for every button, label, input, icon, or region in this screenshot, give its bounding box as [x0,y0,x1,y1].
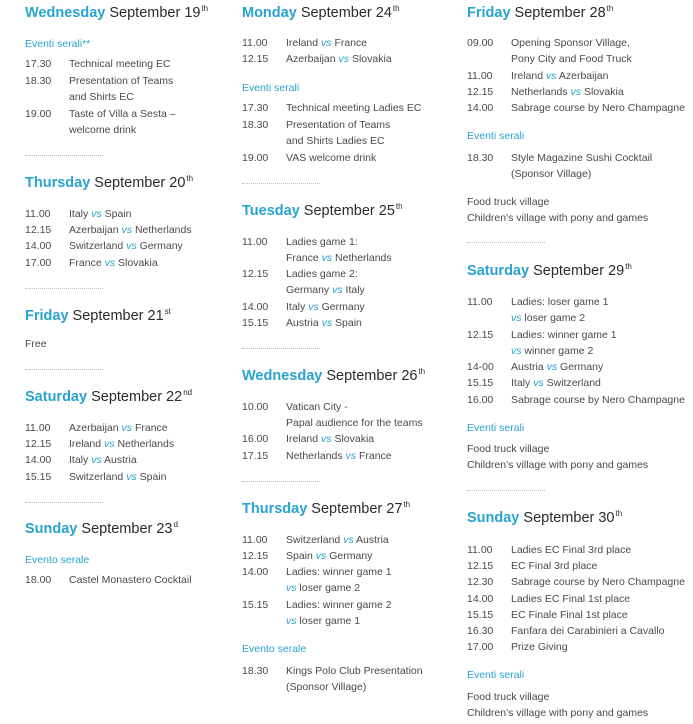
day-heading: Saturday September 29th [467,262,632,279]
divider [242,348,320,349]
divider [25,155,103,156]
section-label: Evento serale [242,643,307,655]
divider [25,502,103,503]
day-weekday: Wednesday [25,5,106,21]
extra-info: Food truck village Children's village with pony and games [467,691,649,720]
divider [242,183,320,184]
schedule-page: Wednesday September 19th Eventi serali** 17.30 Technical meeting EC 18.30 Presentation of Teams and Shirts EC 19.00 Taste of Villa a Sesta – welcome drink Thursday September 20th 11.00 Italy vs Spain 12.15 Azerbaijan vs Netherlands 14.00 Switzerland vs Germany 17.00 France vs Slovakia Friday September 21st Free Saturday September 22nd 11.00 Azerbaijan vs France 12.15 Ireland vs Netherlands 14.00 Italy vs Austria 15.15 Switzerland vs Spain Sunday September 23$^d$ Evento serale 18.00 Castel Monastero Cocktail Monday September 24th 11.00 Ireland vs France 12.15 Azerbaijan vs Slovakia Eventi serali 17.30 Technical meeting Ladies EC 18.30 Presentation of Teams and Shirts Ladies EC 19.00 VAS welcome drink Tuesday September 25th 11.00 Ladies game 1: France vs Netherlands 12.15 Ladies game 2: Germany vs Italy 14.00 Italy vs Germany 15.15 Austria vs Spain Wednesday September 26th 10.00 Vatican City - Papal audience for the teams 16.00 Ireland vs Slovakia 17.15 Netherlands vs France Thursday September 27th 11.00 Switzerland vs Austria 12.15 Spain vs Germany 14.00 Ladies: winner game 1 vs loser game 2 15.15 Ladies: winner game 2 vs loser game 1 Evento serale 18.30 Kings Polo Club Presentation (Sponsor Village) Friday September 28th 09.00 Opening Sponsor Village, Pony City and Food Truck 11.00 Ireland vs Azerbaijan 12.15 Netherlands vs Slovakia 14.00 Sabrage course by Nero Champagne Eventi serali 18.30 Style Magazine Sushi Cocktail (Sponsor Village) Food truck village Children's village with pony and games Saturday September 29th 11.00 Ladies: loser game 1 vs loser game 2 12.15 Ladies: winner game 1 vs winner game 2 14-00 Austria vs Germany 15.15 Italy vs Switzerland 16.00 Sabrage course by Nero Champagne Eventi serali Food truck village Children's village with pony and games Sunday September 30th 11.00 Ladies EC Final 3rd place 12.15 EC Final 3rd place 12.30 Sabrage course by Nero Champagne 14.00 Ladies EC Final 1st place 15.15 EC Finale Final 1st place 16.30 Fanfara dei Carabinieri a Cavallo 17.00 Prize Giving Eventi serali Food truck village Children's village with pony and games [0,0,693,724]
day-heading: Thursday September 27th [242,500,411,517]
row-time: 18.30 [25,75,52,87]
day-note: Free [25,338,47,350]
row-description: Taste of Villa a Sesta – welcome drink [69,108,176,137]
section-label: Eventi serali [467,669,525,681]
section-label: Eventi serali [467,422,525,434]
day-heading [25,4,208,21]
row-description: Presentation of Teams and Shirts EC [69,75,174,104]
day-heading: Saturday September 22nd [25,388,193,405]
extra-info: Food truck village Children's village with pony and games [467,443,649,472]
divider [467,490,545,491]
section-label: Eventi serali [242,82,300,94]
section-label: Eventi serali [467,130,525,142]
section-label: Eventi serali** [25,38,91,50]
extra-info: Food truck village Children's village with pony and games [467,196,649,225]
day-heading: Friday September 21st [25,307,171,324]
day-heading: Monday September 24th [242,4,400,21]
row-description: Technical meeting EC [69,58,171,70]
day-heading: Sunday September 30th [467,509,623,526]
day-heading: Thursday September 20th [25,174,194,191]
section-label: Evento serale [25,554,90,566]
row-time: 17.30 [25,58,52,70]
divider [467,242,545,243]
divider [25,369,103,370]
divider [242,481,320,482]
day-heading: Friday September 28th [467,4,614,21]
day-heading: Wednesday September 26th [242,367,426,384]
day-heading: Tuesday September 25th [242,202,403,219]
divider [25,288,103,289]
day-heading: Sunday September 23$^d$ [25,520,178,537]
day-date: September 19 [109,5,201,21]
row-time: 19.00 [25,108,52,120]
day-ordinal: th [201,4,209,13]
